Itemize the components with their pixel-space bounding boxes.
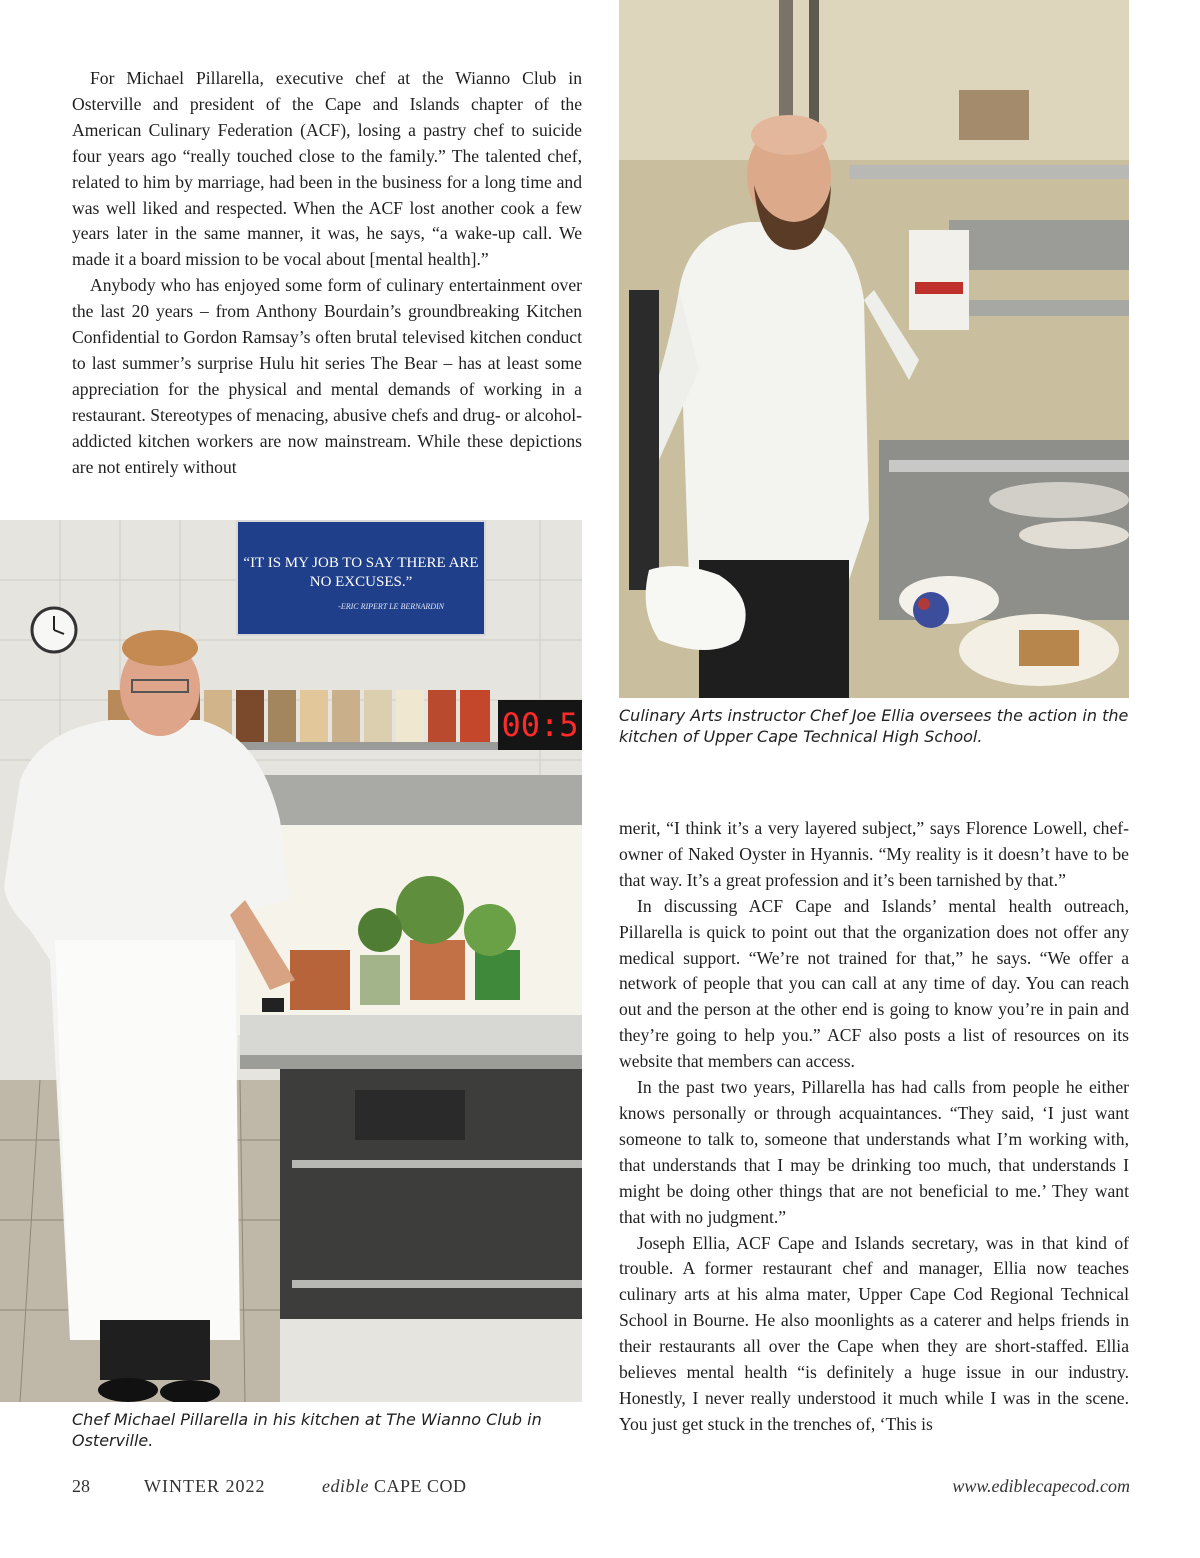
kitchen-scene-illustration <box>619 0 1129 698</box>
photo-caption-pillarella: Chef Michael Pillarella in his kitchen at The Wianno Club in Osterville. <box>72 1410 542 1450</box>
kitchen-portrait-illustration <box>0 520 582 1402</box>
article-paragraph: merit, “I think it’s a very layered subject,” says Florence Lowell, chef-owner of Naked Oyster in Hyannis. “My reality is it doesn’t have to be that way. It’s a great profession and it’s been tarnished by that.” <box>619 818 1129 890</box>
sign-attribution: -ERIC RIPERT LE BERNARDIN <box>338 602 444 611</box>
article-paragraph: Anybody who has enjoyed some form of culinary entertainment over the last 20 years – from Anthony Bourdain’s groundbreaking Kitchen Confidential to Gordon Ramsay’s often brutal televised kitchen conduct to last summer’s surprise Hulu hit series The Bear – has at least some appreciation for the physical and mental demands of working in a restaurant. Stereotypes of menacing, abusive chefs and drug- or alcohol-addicted kitchen workers are now mainstream. While these depictions are not entirely without <box>72 275 582 477</box>
photo-caption-ellia: Culinary Arts instructor Chef Joe Ellia oversees the action in the kitchen of Upper Cape Technical High School. <box>619 706 1129 746</box>
issue-season: WINTER 2022 <box>144 1476 266 1496</box>
publication-name-rest: CAPE COD <box>368 1476 467 1496</box>
article-paragraph: In discussing ACF Cape and Islands’ mental health outreach, Pillarella is quick to point out that the organization does not offer any medical support. “We’re not trained for that,” he says. “We offer a network of people that you can call at any time of day. You can reach out and the person at the other end is going to know you’re in pain and they’re going to help you.” ACF also posts a list of resources on its website that members can access. <box>619 895 1129 1072</box>
article-paragraph: For Michael Pillarella, executive chef at the Wianno Club in Osterville and president of the Cape and Islands chapter of the American Culinary Federation (ACF), losing a pastry chef to suicide four years ago “really touched close to the family.” The talented chef, related to him by marriage, had been in the business for a long time and was well liked and respected. When the ACF lost another cook a few years later in the same manner, it was, he says, “a wake-up call. We made it a board mission to be vocal about [mental health].” <box>72 68 582 270</box>
page-number: 28 <box>72 1476 90 1496</box>
sign-quote: “IT IS MY JOB TO SAY THERE ARE NO EXCUSES.” <box>243 555 479 590</box>
article-left-column <box>72 66 582 481</box>
website-url: www.ediblecapecod.com <box>952 1476 1130 1496</box>
article-paragraph: Joseph Ellia, ACF Cape and Islands secretary, was in that kind of trouble. A former restaurant chef and manager, Ellia now teaches culinary arts at his alma mater, Upper Cape Cod Regional Technical School in Bourne. He also moonlights as a caterer and helps friends in their restaurants all over the Cape when they are short-staffed. Ellia believes mental health “is definitely a huge issue in our industry. Honestly, I never really understood it much while I was in the scene. You just get stuck in the trenches of, ‘This is <box>619 1232 1129 1434</box>
page-footer <box>72 1476 1130 1500</box>
article-right-column <box>619 816 1129 1438</box>
article-paragraph: In the past two years, Pillarella has had calls from people he either knows personally or through acquaintances. “They said, ‘I just want someone to talk to, someone that understands what I’m working with, that understands that I may be drinking too much, that understands I might be doing other things that are not beneficial to me.’ They want that with no judgment.” <box>619 1077 1129 1227</box>
publication-name <box>322 1476 467 1497</box>
wall-sign <box>236 520 486 636</box>
photo-chef-joe-ellia <box>619 0 1129 698</box>
publication-name-italic: edible <box>322 1476 369 1496</box>
kitchen-timer-display: 00:5 <box>498 700 582 750</box>
photo-chef-michael-pillarella <box>0 520 582 1402</box>
